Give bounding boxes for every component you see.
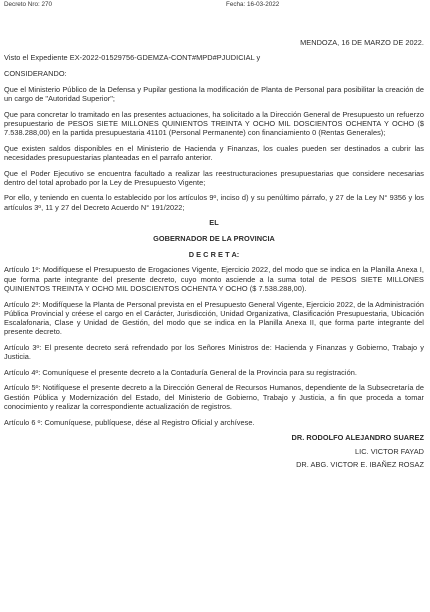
considerando-paragraph: Que para concretar lo tramitado en las presentes actuaciones, ha solicitado a la Dirección General de Presupuesto un refuerzo presupuestario de PESOS SIETE MILLONES QUINIENTOS TREINTA Y OCHO MIL DOSCIENTOS OCHENTA Y OCHO ($ 7.538.288,00) en la partida presupuestaria 41101 (Personal Permanente) con financiamiento 0 (Rentas Generales); <box>4 109 424 137</box>
decree-body <box>4 14 424 473</box>
article-paragraph: Artículo 4º: Comuníquese el presente decreto a la Contaduría General de la Provincia para su registración. <box>4 367 357 377</box>
signature-minister-hacienda: LIC. VICTOR FAYAD <box>355 446 424 456</box>
signature-minister-gobierno: DR. ABG. VICTOR E. IBAÑEZ ROSAZ <box>296 459 424 469</box>
article-paragraph: Artículo 2º: Modifíquese la Planta de Personal prevista en el Presupuesto General Vigente, Ejercicio 2022, de la Administración Pública Provincial y créese el cargo en el Carácter, Jurisdicción, Unidad Organizativa, Clasificación Presupuestaria, Ubicación Escalafonaria, Clase y Unidad de Gestión, del modo que se indica en la Planilla Anexa II, que forma parte integrante del presente decreto. <box>4 299 424 337</box>
article-paragraph: Artículo 3º: El presente decreto será refrendado por los Señores Ministros de: Hacienda y Finanzas y Gobierno, Trabajo y Justicia. <box>4 342 424 362</box>
decreta-heading: D E C R E T A: <box>188 249 240 259</box>
article-paragraph: Artículo 5º: Notifíquese el presente decreto a la Dirección General de Recursos Humanos, dependiente de la Subsecretaría de Gestión Pública y Modernización del Estado, del Ministerio de Gobierno, Trabajo y Justicia, a fin que proceda a tomar conocimiento y realizar la correspondiente actualización de registros. <box>4 383 424 411</box>
article-paragraph: Artículo 6 º: Comuníquese, publíquese, dése al Registro Oficial y archívese. <box>4 417 255 427</box>
considerando-paragraph: Que existen saldos disponibles en el Ministerio de Hacienda y Finanzas, los cuales pueden ser destinados a cubrir las necesidades presupuestarias planteadas en el parrafo anterior. <box>4 143 424 162</box>
place-date: MENDOZA, 16 DE MARZO DE 2022. <box>300 38 424 47</box>
el-heading: EL <box>209 218 219 228</box>
considerando-heading: CONSIDERANDO: <box>4 68 67 78</box>
considerando-paragraph: Que el Poder Ejecutivo se encuentra facultado a realizar las reestructuraciones presupuestarias que considere necesarias dentro del total aprobado por la Ley de Presupuesto Vigente; <box>4 168 424 187</box>
decree-date: Fecha: 16-03-2022 <box>226 1 280 8</box>
visto-line: Visto el Expediente EX-2022-01529756-GDEMZA-CONT#MPD#PJUDICIAL y <box>4 53 261 63</box>
signature-governor: DR. RODOLFO ALEJANDRO SUAREZ <box>291 433 424 443</box>
considerando-paragraph: Que el Ministerio Público de la Defensa y Pupilar gestiona la modificación de Planta de Personal para posibilitar la creación de un cargo de "Autoridad Superior"; <box>4 84 424 103</box>
governor-heading: GOBERNADOR DE LA PROVINCIA <box>153 234 275 244</box>
considerando-paragraph: Por ello, y teniendo en cuenta lo establecido por los artículos 9º, inciso d) y su penúltimo párrafo, y 27 de la Ley N° 9356 y los artículos 3º, 11 y 27 del Decreto Acuerdo N° 191/2022; <box>4 193 424 212</box>
decree-header-bar <box>0 0 430 10</box>
article-paragraph: Artículo 1º: Modifíquese el Presupuesto de Erogaciones Vigente, Ejercicio 2022, del modo que se indica en la Planilla Anexa I, que forma parte integrante del presente decreto, cuyo monto asciende a la suma total de PESOS SIETE MILLONES QUINIENTOS TREINTA Y OCHO MIL DOSCIENTOS OCHENTA Y OCHO ($ 7.538.288,00). <box>4 265 424 293</box>
decree-number: Decreto Nro: 270 <box>4 1 52 8</box>
